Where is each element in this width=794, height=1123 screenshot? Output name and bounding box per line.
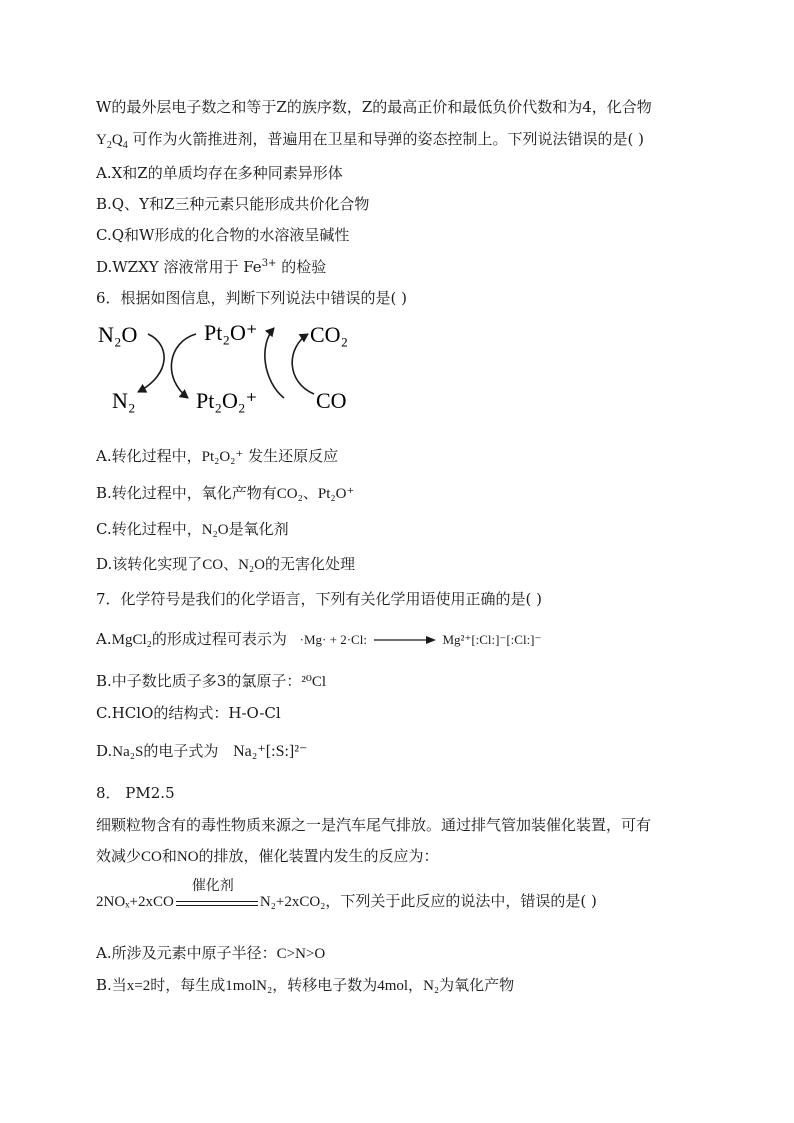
q6-option-b: B.转化过程中，氧化产物有CO₂、Pt₂O⁺ bbox=[96, 484, 355, 502]
eq-products: N₂+2xCO₂ bbox=[259, 894, 326, 910]
label-pt2o-plus: Pt₂O⁺ bbox=[204, 320, 258, 345]
q7-option-d: D.Na₂S的电子式为 Na₂⁺[:S:]²⁻ bbox=[96, 742, 308, 760]
pt-catalysis-cycle-diagram bbox=[88, 312, 388, 422]
q7-stem: 7．化学符号是我们的化学语言，下列有关化学用语使用正确的是( ) bbox=[96, 590, 543, 608]
reaction-arrow bbox=[372, 634, 438, 646]
q5-option-b: B.Q、Y和Z三种元素只能形成共价化合物 bbox=[96, 195, 370, 213]
q5-stem-line-2: $Y_2Q_4$ 可作为火箭推进剂，普遍用在卫星和导弹的姿态控制上。下列说法错误的是( ) bbox=[96, 130, 644, 151]
q6-option-c: C.转化过程中，N₂O是氧化剂 bbox=[96, 520, 289, 538]
q6-option-d: D.该转化实现了CO、N₂O的无害化处理 bbox=[96, 555, 356, 573]
q7-option-c: C.HClO的结构式：H-O-Cl bbox=[96, 704, 281, 722]
q6-stem: 6．根据如图信息，判断下列说法中错误的是( ) bbox=[96, 289, 408, 307]
label-n2o: N₂O bbox=[98, 322, 138, 347]
equal-sign-with-catalyst bbox=[174, 878, 260, 913]
q5-option-d: D.WZXY 溶液常用于 $Fe^{3+}$ 的检验 bbox=[96, 258, 327, 276]
label-co2: CO₂ bbox=[310, 322, 349, 347]
lewis-eq-right: Mg²⁺[:Cl:]⁻[:Cl:]⁻ bbox=[442, 632, 542, 647]
catalyst-label: 催化剂 bbox=[191, 878, 234, 894]
q8-stem: 8． PM2.5 bbox=[96, 784, 175, 802]
q8-option-b: B.当x=2时，每生成1molN₂，转移电子数为4mol，N₂为氧化产物 bbox=[96, 976, 515, 994]
lewis-eq-left: ·Mg· + 2·Cl: bbox=[299, 632, 367, 647]
q6-option-a: A.转化过程中，Pt₂O₂⁺ 发生还原反应 bbox=[96, 447, 339, 465]
q5-stem-line-1: W的最外层电子数之和等于Z的族序数，Z的最高正价和最低负价代数和为4，化合物 bbox=[96, 98, 652, 116]
arrow-pt2o-to-pt2o2 bbox=[171, 334, 196, 398]
label-pt2o2-plus: Pt₂O₂⁺ bbox=[196, 388, 258, 413]
q7-option-a: A.MgCl₂的形成过程可表示为 ·Mg· + 2·Cl: Mg²⁺[:Cl:]⁻[:Cl:]⁻ bbox=[96, 630, 542, 648]
formula-y2q4: $Y_2Q_4$ bbox=[96, 132, 128, 151]
label-n2: N₂ bbox=[112, 388, 136, 413]
q8-option-a: A.所涉及元素中原子半径：C>N>O bbox=[96, 944, 326, 962]
q5-option-a: A.X和Z的单质均存在多种同素异形体 bbox=[96, 164, 343, 182]
na2s-electron-formula: Na₂⁺[:S:]²⁻ bbox=[233, 743, 308, 760]
q5-option-c: C.Q和W形成的化合物的水溶液呈碱性 bbox=[96, 226, 350, 244]
q8-line-3: 效减少CO和NO的排放，催化装置内发生的反应为： bbox=[96, 847, 439, 865]
arrow-pt2o2-to-pt2o bbox=[265, 328, 284, 398]
label-co: CO bbox=[316, 388, 347, 413]
q8-line-2: 细颗粒物含有的毒性物质来源之一是汽车尾气排放。通过排气管加装催化装置，可有 bbox=[96, 816, 652, 834]
arrow-n2o-to-n2 bbox=[138, 334, 164, 392]
q7-option-b: B.中子数比质子多3的氯原子：²⁰Cl bbox=[96, 672, 327, 690]
q8-equation-line: 2NOₓ+2xCO 催化剂 N₂+2xCO₂，下列关于此反应的说法中，错误的是( ) bbox=[96, 890, 597, 913]
eq-reactants: 2NOₓ+2xCO bbox=[96, 894, 174, 910]
